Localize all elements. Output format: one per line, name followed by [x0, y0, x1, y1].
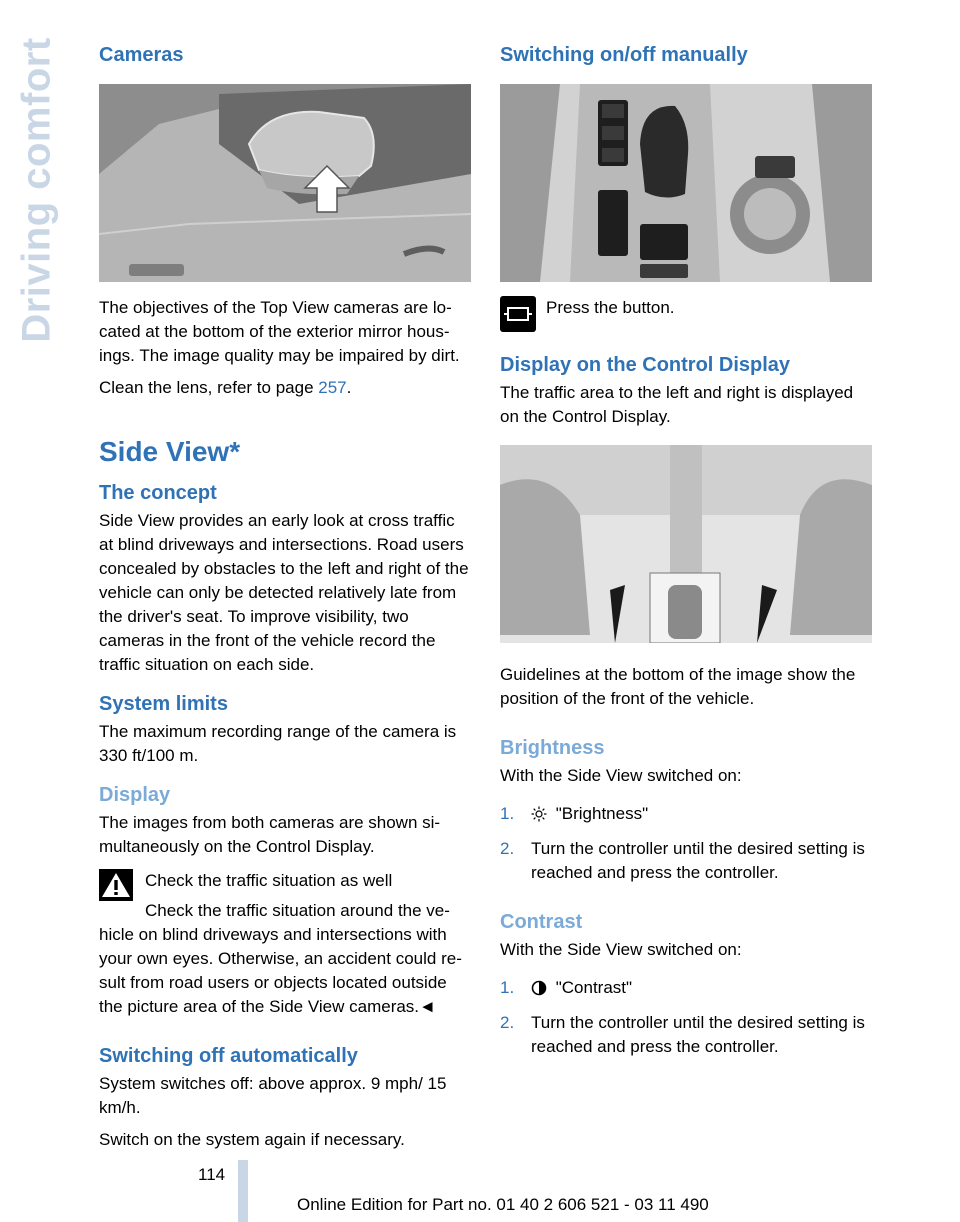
guidelines-text: Guidelines at the bottom of the image show the position of the front of the vehicle. — [500, 665, 856, 708]
press-button-text: Press the button. — [546, 298, 675, 317]
warning-note — [99, 869, 471, 1019]
control-display-heading: Display on the Control Display — [500, 354, 791, 376]
warning-text: Check the traffic situation around the vehicle on blind driveways and intersections with your own eyes. Otherwise, an accident could result from road users or objects located outside the picture area of the Side View cameras.◄ — [99, 901, 462, 1016]
auto-off-text: System switches off: above approx. 9 mph/ 15 km/h. — [99, 1074, 447, 1117]
manual-heading: Switching on/off manually — [500, 44, 748, 66]
side-view-display-image — [500, 445, 872, 643]
cameras-heading: Cameras — [99, 44, 184, 66]
concept-text: Side View provides an early look at cross traffic at blind driveways and intersections. Road users concealed by obstacles to the left and right of the vehicle can only be detected relatively late from the driver's seat. To improve visibility, two cameras in the front of the vehicle record the traffic situation on each side. — [99, 511, 469, 674]
contrast-icon — [531, 979, 551, 1003]
left-column — [99, 44, 471, 1152]
brightness-steps — [500, 802, 872, 885]
mirror-camera-image — [99, 84, 471, 282]
center-console-image — [500, 84, 872, 282]
list-item: 1. "Brightness" — [500, 802, 872, 829]
side-view-button-icon — [500, 296, 536, 332]
auto-off-heading: Switching off automatically — [99, 1045, 358, 1067]
chapter-title: Driving comfort — [14, 37, 59, 343]
display-heading: Display — [99, 784, 171, 806]
brightness-heading: Brightness — [500, 737, 605, 759]
list-item: 1. "Contrast" — [500, 976, 872, 1003]
clean-lens-text: Clean the lens, refer to page 257. — [99, 378, 352, 397]
warning-title: Check the traffic situation as well — [145, 871, 393, 890]
right-column — [500, 44, 872, 1059]
switch-on-again-text: Switch on the system again if necessary. — [99, 1130, 405, 1149]
list-item: 2. Turn the controller until the desired setting is reached and press the controller. — [500, 1013, 865, 1056]
section-title: Side View* — [99, 436, 241, 467]
cameras-text: The objectives of the Top View cameras are located at the bottom of the exterior mirror housings. The image quality may be impaired by dirt. — [99, 298, 460, 365]
concept-heading: The concept — [99, 482, 217, 504]
page-number: 114 — [198, 1165, 226, 1184]
system-limits-heading: System limits — [99, 693, 228, 715]
list-item: 2. Turn the controller until the desired setting is reached and press the controller. — [500, 839, 865, 882]
edition-text: Online Edition for Part no. 01 40 2 606 521 - 03 11 490 — [297, 1195, 709, 1214]
system-limits-text: The maximum recording range of the camera is 330 ft/100 m. — [99, 722, 457, 765]
contrast-intro: With the Side View switched on: — [500, 940, 742, 959]
sun-icon — [531, 805, 551, 829]
chapter-side-tab — [14, 37, 60, 343]
contrast-heading: Contrast — [500, 911, 583, 933]
page-link[interactable]: 257 — [318, 378, 347, 397]
control-display-text: The traffic area to the left and right is displayed on the Control Display. — [500, 383, 854, 426]
page-footer — [0, 1160, 960, 1222]
display-text: The images from both cameras are shown simultaneously on the Control Display. — [99, 813, 441, 856]
press-button-row — [500, 296, 872, 320]
brightness-intro: With the Side View switched on: — [500, 766, 742, 785]
contrast-steps — [500, 976, 872, 1059]
footer-bar — [238, 1160, 248, 1222]
warning-icon — [99, 869, 133, 901]
